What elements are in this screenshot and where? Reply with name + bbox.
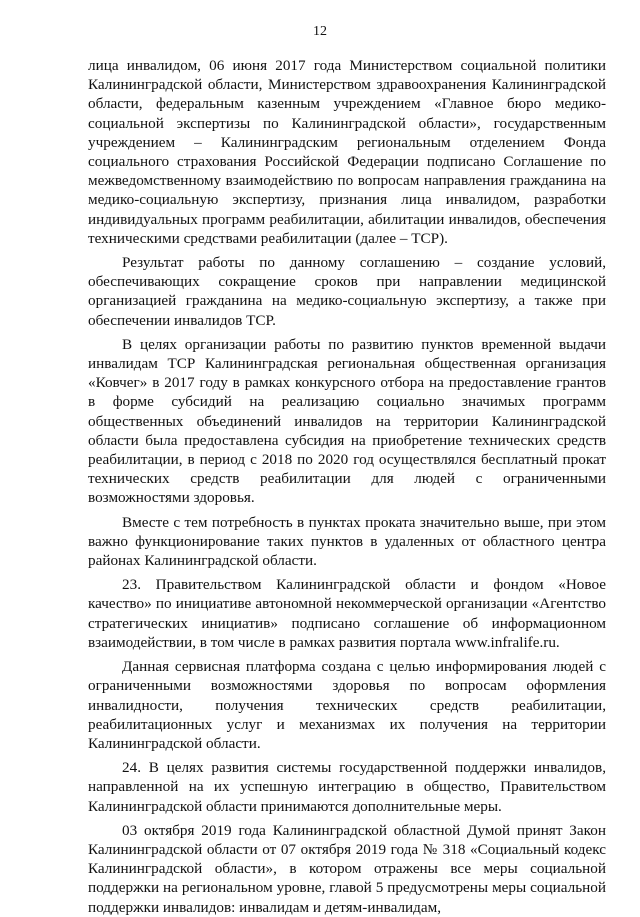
document-body: [88, 56, 606, 917]
paragraph-service-platform: Данная сервисная платформа создана с целью информирования людей с ограниченными возможностями здоровья по вопросам оформления инвалидности, получения технических средств реабилитации, реабилитационных услуг и механизмах их получения на территории Калининградской области.: [88, 658, 606, 752]
paragraph-item-24: 24. В целях развития системы государственной поддержки инвалидов, направленной на их успешную интеграцию в общество, Правительством Калининградской области принимаются дополнительные меры.: [88, 759, 606, 815]
paragraph-rental-need: Вместе с тем потребность в пунктах проката значительно выше, при этом важно функционирование таких пунктов в удаленных от областного центра районах Калининградской области.: [88, 513, 606, 570]
paragraph-continued: лица инвалидом, 06 июня 2017 года Министерством социальной политики Калининградской области, Министерством здравоохранения Калининградской области, федеральным казенным учреждением «Главное бюро медико-социальной экспертизы по Калининградской области», государственным учреждением – Калининградским региональным отделением Фонда социального страхования Российской Федерации подписано Соглашение по межведомственному взаимодействию по вопросам направления гражданина на медико-социальную экспертизу, признания лица инвалидом, разработки индивидуальных программ реабилитации, абилитации инвалидов, обеспечения техническими средствами реабилитации (далее – ТСР).: [88, 57, 606, 247]
paragraph-item-23: 23. Правительством Калининградской области и фондом «Новое качество» по инициативе автономной некоммерческой организации «Агентство стратегических инициатив» подписано соглашение об информационном взаимодействии, в том числе в рамках развития портала www.infralife.ru.: [88, 576, 606, 651]
paragraph-agreement-result: Результат работы по данному соглашению – создание условий, обеспечивающих сокращение сроков при направлении медицинской организацией гражданина на медико-социальную экспертизу, а также при обеспечении инвалидов ТСР.: [88, 254, 606, 329]
paragraph-rental-points: В целях организации работы по развитию пунктов временной выдачи инвалидам ТСР Калининградская региональная общественная организация «Ковчег» в 2017 году в рамках конкурсного отбора на предоставление грантов в форме субсидий на реализацию социально значимых программ общественных объединений инвалидов на территории Калининградской области была предоставлена субсидия на приобретение технических средств реабилитации, в период с 2018 по 2020 год осуществлялся бесплатный прокат технических средств реабилитации для людей с ограниченными возможностями здоровья.: [88, 335, 606, 507]
paragraph-social-code: 03 октября 2019 года Калининградской областной Думой принят Закон Калининградской области от 07 октября 2019 года № 318 «Социальный кодекс Калининградской области», в котором отражены все меры социальной поддержки на региональном уровне, главой 5 предусмотрены меры социальной поддержки инвалидов: инвалидам и детям-инвалидам,: [88, 821, 606, 916]
page-number: 12: [313, 24, 327, 39]
